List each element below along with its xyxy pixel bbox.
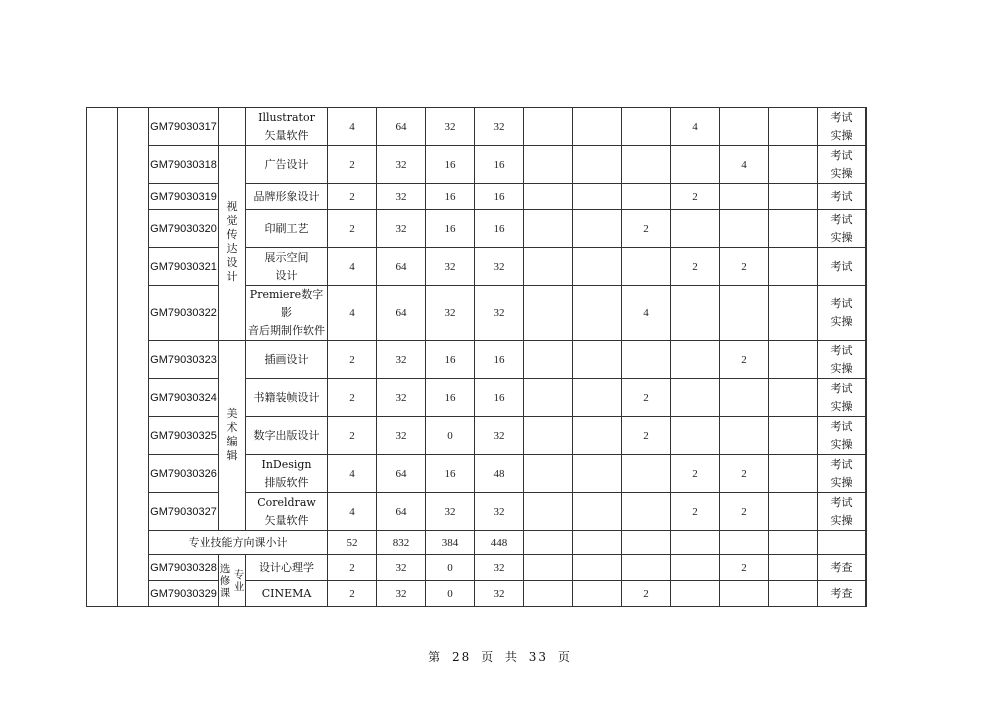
course-total: 32 <box>377 417 426 455</box>
footer-suffix: 页 <box>557 650 572 664</box>
course-total: 32 <box>377 555 426 581</box>
semester-3 <box>622 555 671 581</box>
course-theory: 16 <box>426 184 475 210</box>
course-practice: 32 <box>475 286 524 341</box>
course-practice: 32 <box>475 581 524 607</box>
course-total: 32 <box>377 184 426 210</box>
semester-4: 4 <box>671 108 720 146</box>
course-code: GM79030321 <box>149 248 219 286</box>
course-total: 32 <box>377 210 426 248</box>
semester-5 <box>720 379 769 417</box>
assessment-method: 考试 实操 <box>818 108 866 146</box>
remarks-cell <box>866 108 867 146</box>
semester-3 <box>622 455 671 493</box>
course-theory: 0 <box>426 581 475 607</box>
semester-4: 2 <box>671 248 720 286</box>
subtotal-empty-cell <box>769 531 818 555</box>
course-name: Coreldraw 矢量软件 <box>246 493 328 531</box>
semester-5: 2 <box>720 455 769 493</box>
semester-1 <box>524 248 573 286</box>
subtotal-credit: 52 <box>328 531 377 555</box>
semester-3 <box>622 341 671 379</box>
course-theory: 0 <box>426 417 475 455</box>
course-theory: 16 <box>426 210 475 248</box>
semester-6 <box>769 417 818 455</box>
group-visual-label: 视觉传达设计 <box>226 200 238 283</box>
table-row <box>87 286 867 341</box>
remarks-cell <box>866 493 867 531</box>
course-code: GM79030328 <box>149 555 219 581</box>
course-practice: 16 <box>475 146 524 184</box>
remarks-cell <box>866 455 867 493</box>
table-row <box>87 417 867 455</box>
semester-4 <box>671 210 720 248</box>
subtotal-empty-cell <box>866 531 867 555</box>
assessment-method: 考试 实操 <box>818 286 866 341</box>
course-code: GM79030317 <box>149 108 219 146</box>
semester-4 <box>671 286 720 341</box>
semester-3 <box>622 108 671 146</box>
semester-5: 2 <box>720 493 769 531</box>
semester-1 <box>524 286 573 341</box>
semester-2 <box>573 493 622 531</box>
assessment-method: 考试 <box>818 184 866 210</box>
subtotal-empty-cell <box>524 531 573 555</box>
subtotal-label: 专业技能方向课小计 <box>149 531 328 555</box>
course-name: 品牌形象设计 <box>246 184 328 210</box>
semester-2 <box>573 286 622 341</box>
remarks-cell <box>866 341 867 379</box>
assessment-method: 考试 实操 <box>818 379 866 417</box>
course-name: 插画设计 <box>246 341 328 379</box>
course-credit: 4 <box>328 286 377 341</box>
course-credit: 2 <box>328 146 377 184</box>
page-footer <box>0 648 1000 665</box>
remarks-cell <box>866 184 867 210</box>
group-art-label: 美术编辑 <box>226 406 238 462</box>
semester-3 <box>622 184 671 210</box>
semester-1 <box>524 555 573 581</box>
semester-6 <box>769 286 818 341</box>
course-credit: 4 <box>328 493 377 531</box>
table-row <box>87 455 867 493</box>
semester-4 <box>671 581 720 607</box>
course-code: GM79030329 <box>149 581 219 607</box>
semester-1 <box>524 184 573 210</box>
semester-4 <box>671 146 720 184</box>
course-total: 64 <box>377 455 426 493</box>
assessment-method: 考试 实操 <box>818 455 866 493</box>
footer-total-word: 共 <box>504 650 519 664</box>
course-total: 64 <box>377 108 426 146</box>
semester-5 <box>720 417 769 455</box>
table-row <box>87 493 867 531</box>
remarks-cell <box>866 210 867 248</box>
course-theory: 16 <box>426 379 475 417</box>
footer-page-number: 28 <box>451 650 472 664</box>
table-row <box>87 341 867 379</box>
course-code: GM79030326 <box>149 455 219 493</box>
course-total: 64 <box>377 248 426 286</box>
course-practice: 16 <box>475 184 524 210</box>
course-code: GM79030322 <box>149 286 219 341</box>
assessment-method: 考试 实操 <box>818 210 866 248</box>
course-practice: 32 <box>475 555 524 581</box>
course-practice: 16 <box>475 379 524 417</box>
course-theory: 32 <box>426 493 475 531</box>
course-name: InDesign 排版软件 <box>246 455 328 493</box>
semester-6 <box>769 210 818 248</box>
remarks-cell <box>866 248 867 286</box>
course-total: 32 <box>377 581 426 607</box>
group-blank-cell <box>219 108 246 146</box>
semester-5 <box>720 581 769 607</box>
course-theory: 16 <box>426 146 475 184</box>
footer-total-pages: 33 <box>528 650 549 664</box>
semester-6 <box>769 455 818 493</box>
semester-1 <box>524 210 573 248</box>
table-row <box>87 108 867 146</box>
semester-4 <box>671 555 720 581</box>
course-theory: 32 <box>426 248 475 286</box>
course-practice: 32 <box>475 493 524 531</box>
course-theory: 16 <box>426 455 475 493</box>
footer-page-word: 页 <box>481 650 496 664</box>
remarks-cell <box>866 146 867 184</box>
table-row <box>87 248 867 286</box>
subtotal-theory: 384 <box>426 531 475 555</box>
semester-6 <box>769 146 818 184</box>
group-art-editing <box>219 341 246 531</box>
course-code: GM79030319 <box>149 184 219 210</box>
course-practice: 32 <box>475 417 524 455</box>
course-practice: 48 <box>475 455 524 493</box>
assessment-method: 考试 实操 <box>818 146 866 184</box>
semester-1 <box>524 581 573 607</box>
semester-3 <box>622 146 671 184</box>
course-code: GM79030325 <box>149 417 219 455</box>
course-name: 印刷工艺 <box>246 210 328 248</box>
course-credit: 2 <box>328 417 377 455</box>
course-name: CINEMA <box>246 581 328 607</box>
semester-4: 2 <box>671 184 720 210</box>
course-total: 32 <box>377 379 426 417</box>
course-credit: 2 <box>328 581 377 607</box>
subtotal-empty-cell <box>671 531 720 555</box>
semester-6 <box>769 555 818 581</box>
semester-1 <box>524 108 573 146</box>
semester-6 <box>769 341 818 379</box>
subtotal-row <box>87 531 867 555</box>
semester-1 <box>524 379 573 417</box>
course-credit: 2 <box>328 555 377 581</box>
course-credit: 2 <box>328 341 377 379</box>
course-total: 32 <box>377 146 426 184</box>
semester-3: 2 <box>622 417 671 455</box>
semester-6 <box>769 108 818 146</box>
course-name: 展示空间 设计 <box>246 248 328 286</box>
assessment-method: 考试 <box>818 248 866 286</box>
semester-6 <box>769 248 818 286</box>
course-name: Premiere数字影 音后期制作软件 <box>246 286 328 341</box>
semester-5: 4 <box>720 146 769 184</box>
semester-5 <box>720 108 769 146</box>
course-practice: 16 <box>475 210 524 248</box>
course-total: 64 <box>377 286 426 341</box>
semester-2 <box>573 248 622 286</box>
footer-prefix: 第 <box>428 650 443 664</box>
semester-6 <box>769 184 818 210</box>
semester-5 <box>720 286 769 341</box>
semester-5: 2 <box>720 341 769 379</box>
semester-4 <box>671 417 720 455</box>
semester-6 <box>769 581 818 607</box>
remarks-cell <box>866 379 867 417</box>
subtotal-empty-cell <box>720 531 769 555</box>
course-credit: 4 <box>328 455 377 493</box>
assessment-method: 考试 实操 <box>818 493 866 531</box>
course-name: Illustrator 矢量软件 <box>246 108 328 146</box>
semester-4 <box>671 341 720 379</box>
remarks-cell <box>866 286 867 341</box>
semester-5: 2 <box>720 555 769 581</box>
semester-2 <box>573 417 622 455</box>
semester-3: 4 <box>622 286 671 341</box>
table-row <box>87 379 867 417</box>
subtotal-empty-cell <box>622 531 671 555</box>
semester-2 <box>573 184 622 210</box>
semester-3: 2 <box>622 210 671 248</box>
semester-5 <box>720 210 769 248</box>
assessment-method: 考查 <box>818 555 866 581</box>
semester-6 <box>769 493 818 531</box>
course-code: GM79030320 <box>149 210 219 248</box>
semester-2 <box>573 555 622 581</box>
semester-2 <box>573 379 622 417</box>
outer-category-cell <box>87 108 118 607</box>
course-theory: 32 <box>426 286 475 341</box>
course-name: 书籍装帧设计 <box>246 379 328 417</box>
semester-1 <box>524 417 573 455</box>
elective-sub-label: 专业 <box>233 568 245 593</box>
course-name: 设计心理学 <box>246 555 328 581</box>
inner-category-cell <box>118 108 149 607</box>
semester-3: 2 <box>622 379 671 417</box>
semester-2 <box>573 108 622 146</box>
semester-2 <box>573 581 622 607</box>
semester-4 <box>671 379 720 417</box>
course-practice: 32 <box>475 108 524 146</box>
course-theory: 0 <box>426 555 475 581</box>
subtotal-practice: 448 <box>475 531 524 555</box>
elective-row <box>87 555 867 581</box>
table-row <box>87 210 867 248</box>
semester-4: 2 <box>671 493 720 531</box>
course-total: 64 <box>377 493 426 531</box>
course-credit: 2 <box>328 379 377 417</box>
remarks-cell <box>866 555 867 581</box>
course-credit: 4 <box>328 108 377 146</box>
course-credit: 4 <box>328 248 377 286</box>
semester-1 <box>524 455 573 493</box>
course-name: 广告设计 <box>246 146 328 184</box>
semester-5 <box>720 184 769 210</box>
semester-2 <box>573 341 622 379</box>
semester-2 <box>573 210 622 248</box>
course-total: 32 <box>377 341 426 379</box>
course-theory: 32 <box>426 108 475 146</box>
semester-5: 2 <box>720 248 769 286</box>
semester-6 <box>769 379 818 417</box>
subtotal-empty-cell <box>573 531 622 555</box>
course-practice: 16 <box>475 341 524 379</box>
course-code: GM79030327 <box>149 493 219 531</box>
course-practice: 32 <box>475 248 524 286</box>
group-visual-design <box>219 146 246 341</box>
semester-2 <box>573 146 622 184</box>
course-theory: 16 <box>426 341 475 379</box>
semester-4: 2 <box>671 455 720 493</box>
assessment-method: 考查 <box>818 581 866 607</box>
semester-2 <box>573 455 622 493</box>
course-code: GM79030323 <box>149 341 219 379</box>
subtotal-total: 832 <box>377 531 426 555</box>
assessment-method: 考试 实操 <box>818 341 866 379</box>
curriculum-table <box>86 107 867 607</box>
subtotal-empty-cell <box>818 531 866 555</box>
course-code: GM79030318 <box>149 146 219 184</box>
semester-1 <box>524 493 573 531</box>
course-credit: 2 <box>328 184 377 210</box>
remarks-cell <box>866 417 867 455</box>
course-name: 数字出版设计 <box>246 417 328 455</box>
semester-1 <box>524 146 573 184</box>
semester-3 <box>622 493 671 531</box>
elective-category-cell <box>219 555 246 607</box>
assessment-method: 考试 实操 <box>818 417 866 455</box>
table-row <box>87 146 867 184</box>
course-credit: 2 <box>328 210 377 248</box>
semester-1 <box>524 341 573 379</box>
semester-3: 2 <box>622 581 671 607</box>
elective-category-label: 选修课 <box>219 562 231 599</box>
remarks-cell <box>866 581 867 607</box>
semester-3 <box>622 248 671 286</box>
table-row <box>87 184 867 210</box>
course-code: GM79030324 <box>149 379 219 417</box>
elective-row <box>87 581 867 607</box>
